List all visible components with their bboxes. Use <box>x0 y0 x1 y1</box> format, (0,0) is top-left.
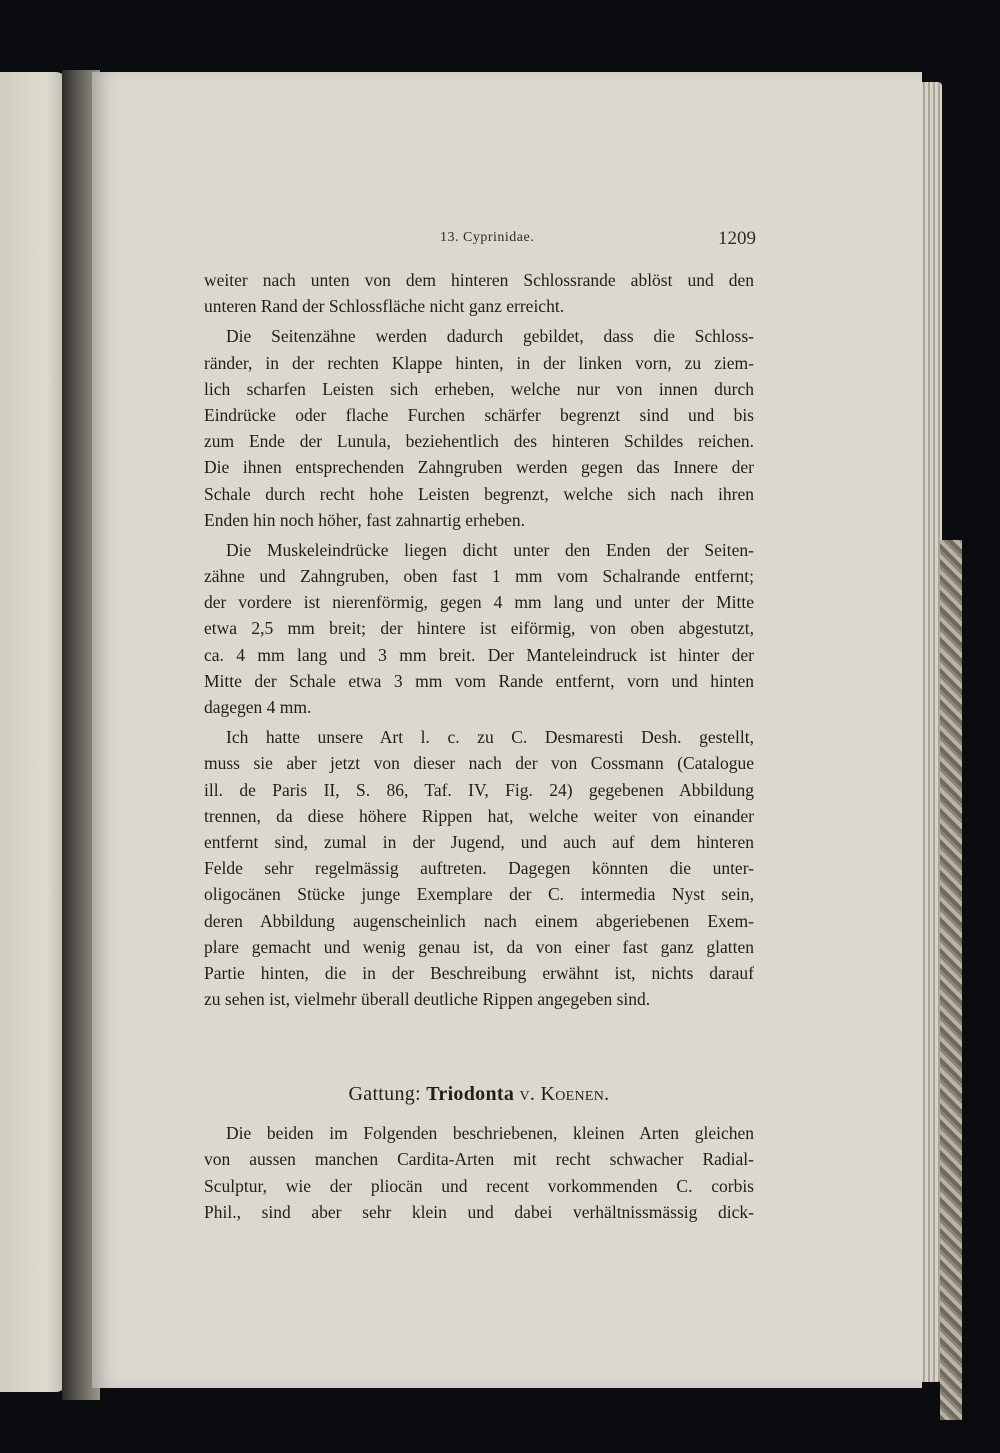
text-line: weiter nach unten von dem hinteren Schlossrande ablöst und den <box>204 270 754 290</box>
text-line: zum Ende der Lunula, beziehentlich des hinteren Schildes reichen. <box>204 431 754 452</box>
text-line: Die Seitenzähne werden dadurch gebildet, dass die Schloss- <box>226 326 754 347</box>
text-line: ca. 4 mm lang und 3 mm breit. Der Manteleindruck ist hinter der <box>204 644 754 665</box>
text-line: Mitte der Schale etwa 3 mm vom Rande entfernt, vorn und hinten <box>204 670 754 691</box>
text-line: Enden hin noch höher, fast zahnartig erheben. <box>204 509 525 530</box>
text-line: oligocänen Stücke junge Exemplare der C. intermedia Nyst sein, <box>204 884 754 905</box>
text-line: trennen, da diese höhere Rippen hat, welche weiter von einander <box>204 805 754 826</box>
section-gap <box>204 1016 754 1078</box>
text-line: unteren Rand der Schlossfläche nicht ganz erreicht. <box>204 296 565 317</box>
text-line: der vordere ist nierenförmig, gegen 4 mm lang und unter der Mitte <box>204 592 754 613</box>
text-line: ränder, in der rechten Klappe hinten, in der linken vorn, zu ziem- <box>204 352 754 373</box>
text-line: Felde sehr regelmässig auftreten. Dagegen könnten die unter- <box>204 858 754 879</box>
text-line: dagegen 4 mm. <box>204 697 312 717</box>
text-line: muss sie aber jetzt von dieser nach der von Cossmann (Catalogue <box>204 753 754 774</box>
facing-page-edge <box>0 72 66 1392</box>
paragraph-3 <box>204 537 754 720</box>
text-line: ill. de Paris II, S. 86, Taf. IV, Fig. 24) gegebenen Abbildung <box>204 779 754 800</box>
text-line: entfernt sind, zumal in der Jugend, und auch auf dem hinteren <box>204 831 754 852</box>
paragraph-5 <box>204 1120 754 1225</box>
text-line: plare gemacht und wenig genau ist, da von einer fast ganz glatten <box>204 936 754 957</box>
book-page <box>92 72 922 1388</box>
text-line: Die Muskeleindrücke liegen dicht unter den Enden der Seiten- <box>226 539 754 560</box>
genus-name: Triodonta <box>426 1083 515 1106</box>
page-number: 1209 <box>718 228 756 249</box>
body-text <box>204 267 754 1229</box>
text-line: Partie hinten, die in der Beschreibung erwähnt ist, nichts darauf <box>204 962 754 983</box>
running-head: 13. Cyprinidae. <box>440 230 535 245</box>
text-line: Ich hatte unsere Art l. c. zu C. Desmaresti Desh. gestellt, <box>226 727 754 748</box>
heading-author: v. Koenen. <box>519 1083 610 1106</box>
text-line: Phil., sind aber sehr klein und dabei verhältnissmässig dick- <box>204 1201 754 1222</box>
text-line: Die ihnen entsprechenden Zahngruben werden gegen das Innere der <box>204 457 754 478</box>
text-line: von aussen manchen Cardita-Arten mit recht schwacher Radial- <box>204 1149 754 1170</box>
text-line: Sculptur, wie der pliocän und recent vorkommenden C. corbis <box>204 1175 754 1196</box>
text-line: Eindrücke oder flache Furchen schärfer begrenzt sind und bis <box>204 404 754 425</box>
text-line: zu sehen ist, vielmehr überall deutliche Rippen angegeben sind. <box>204 989 651 1010</box>
paragraph-2 <box>204 323 754 533</box>
text-line: lich scharfen Leisten sich erheben, welche nur von innen durch <box>204 378 754 399</box>
text-line: Schale durch recht hohe Leisten begrenzt, welche sich nach ihren <box>204 483 754 504</box>
book-cover-edge <box>940 540 962 1420</box>
text-line: etwa 2,5 mm breit; der hintere ist eiförmig, von oben abgestutzt, <box>204 618 754 639</box>
paragraph-1 <box>204 267 754 319</box>
text-line: deren Abbildung augenscheinlich nach einem abgeriebenen Exem- <box>204 910 754 931</box>
heading-prefix: Gattung: <box>348 1083 421 1106</box>
text-line: Die beiden im Folgenden beschriebenen, kleinen Arten gleichen <box>226 1123 754 1144</box>
text-line: zähne und Zahngruben, oben fast 1 mm vom Schalrande entfernt; <box>204 566 754 587</box>
section-heading <box>204 1078 754 1110</box>
paragraph-4 <box>204 724 754 1012</box>
